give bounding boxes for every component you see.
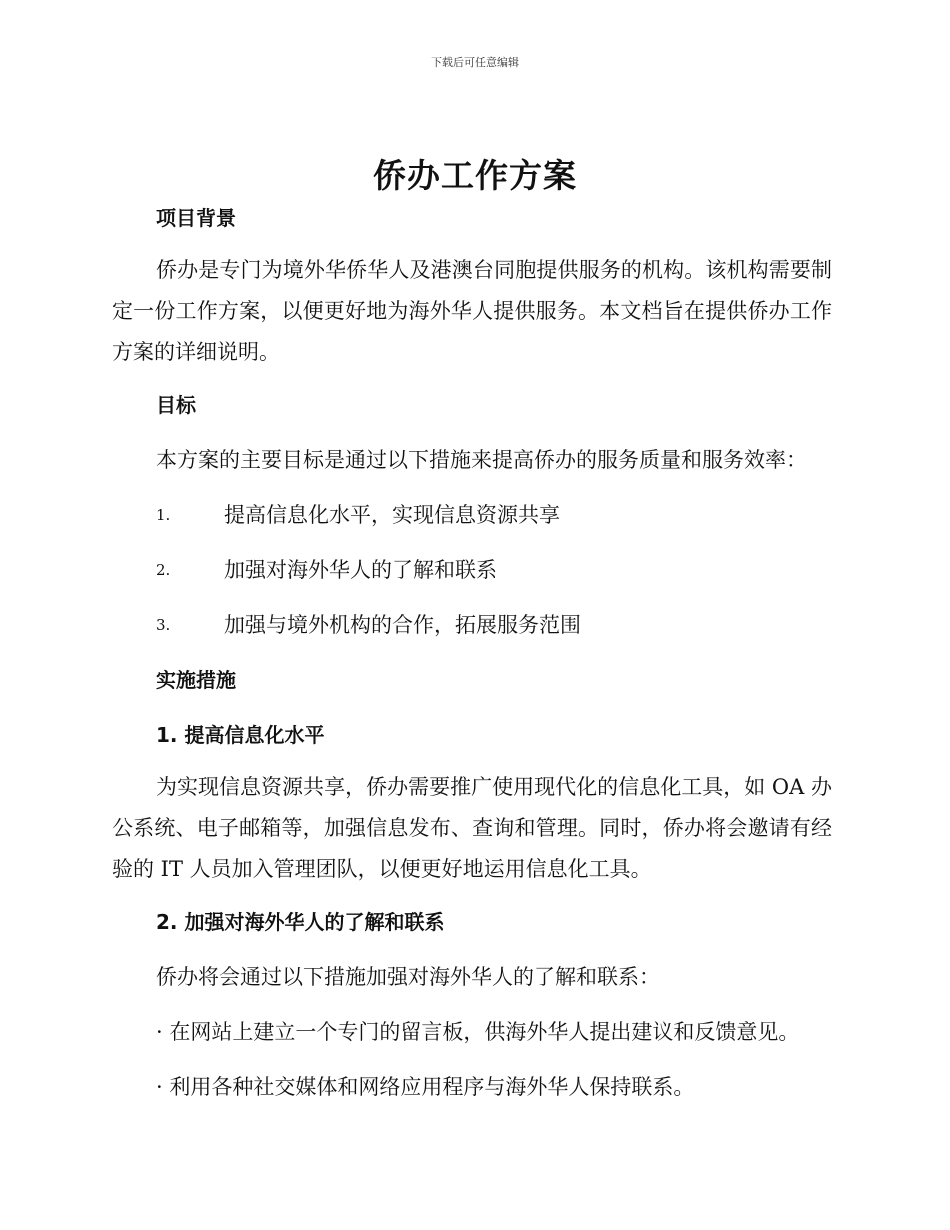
list-item-number: 1. — [156, 506, 171, 524]
section-heading-measures: 实施措施 — [156, 668, 236, 692]
subsection-heading-informatization: 1. 提高信息化水平 — [156, 723, 325, 747]
list-item — [112, 552, 832, 588]
header-note: 下载后可任意编辑 — [431, 56, 519, 69]
section-heading-goals: 目标 — [156, 393, 196, 417]
bullet-item: · 在网站上建立一个专门的留言板，供海外华人提出建议和反馈意见。 — [156, 1020, 800, 1044]
list-item-number: 3. — [156, 616, 171, 634]
list-item-number: 2. — [156, 561, 171, 579]
document-body — [112, 200, 832, 1105]
document-title: 侨办工作方案 — [373, 156, 577, 195]
goals-intro: 本方案的主要目标是通过以下措施来提高侨办的服务质量和服务效率： — [156, 448, 807, 472]
list-item — [112, 607, 832, 643]
informatization-paragraph: 为实现信息资源共享，侨办需要推广使用现代化的信息化工具，如 OA 办公系统、电子邮箱等，加强信息发布、查询和管理。同时，侨办将会邀请有经验的 IT 人员加入管理团队，以便更好地运用信息化工具。 — [112, 775, 832, 881]
overseas-contact-intro: 侨办将会通过以下措施加强对海外华人的了解和联系： — [156, 965, 660, 989]
list-item-text: 加强与境外机构的合作，拓展服务范围 — [224, 613, 581, 637]
bullet-item: · 利用各种社交媒体和网络应用程序与海外华人保持联系。 — [156, 1075, 695, 1099]
subsection-heading-overseas-contact: 2. 加强对海外华人的了解和联系 — [156, 910, 445, 934]
list-item-text: 提高信息化水平，实现信息资源共享 — [224, 503, 560, 527]
list-item-text: 加强对海外华人的了解和联系 — [224, 558, 497, 582]
background-paragraph: 侨办是专门为境外华侨华人及港澳台同胞提供服务的机构。该机构需要制定一份工作方案，以便更好地为海外华人提供服务。本文档旨在提供侨办工作方案的详细说明。 — [112, 258, 832, 364]
section-heading-background: 项目背景 — [156, 206, 236, 230]
list-item — [112, 497, 832, 533]
